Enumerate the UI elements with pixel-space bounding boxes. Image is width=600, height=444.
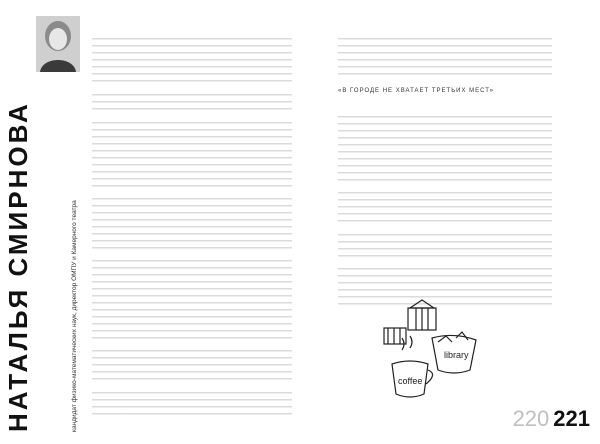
author-photo — [36, 16, 80, 72]
article-paragraph — [338, 38, 552, 80]
article-paragraph — [92, 198, 292, 254]
coffee-label: coffee — [398, 376, 423, 386]
article-paragraph — [338, 234, 552, 262]
page-number-left: 220 — [512, 406, 550, 431]
author-name: НАТАЛЬЯ СМИРНОВА — [3, 101, 33, 432]
article-paragraph — [338, 192, 552, 227]
author-subtitle: кандидат физико-математических наук, директор ОМПУ и Камерного театра — [71, 200, 78, 432]
article-paragraph — [92, 122, 292, 192]
article-paragraph — [92, 350, 292, 385]
page-numbers — [513, 408, 590, 430]
article-column-left — [92, 38, 292, 423]
article-paragraph — [92, 392, 292, 420]
pull-quote: «В ГОРОДЕ НЕ ХВАТАЕТ ТРЕТЬИХ МЕСТ» — [338, 88, 494, 94]
article-paragraph — [92, 94, 292, 115]
article-paragraph — [338, 116, 552, 186]
library-label: library — [444, 350, 469, 360]
page-number-right: 221 — [553, 406, 590, 431]
article-paragraph — [92, 38, 292, 87]
author-vertical-block — [3, 80, 86, 432]
coffee-library-illustration — [370, 298, 490, 408]
article-column-right — [338, 38, 552, 328]
article-paragraph — [92, 260, 292, 344]
